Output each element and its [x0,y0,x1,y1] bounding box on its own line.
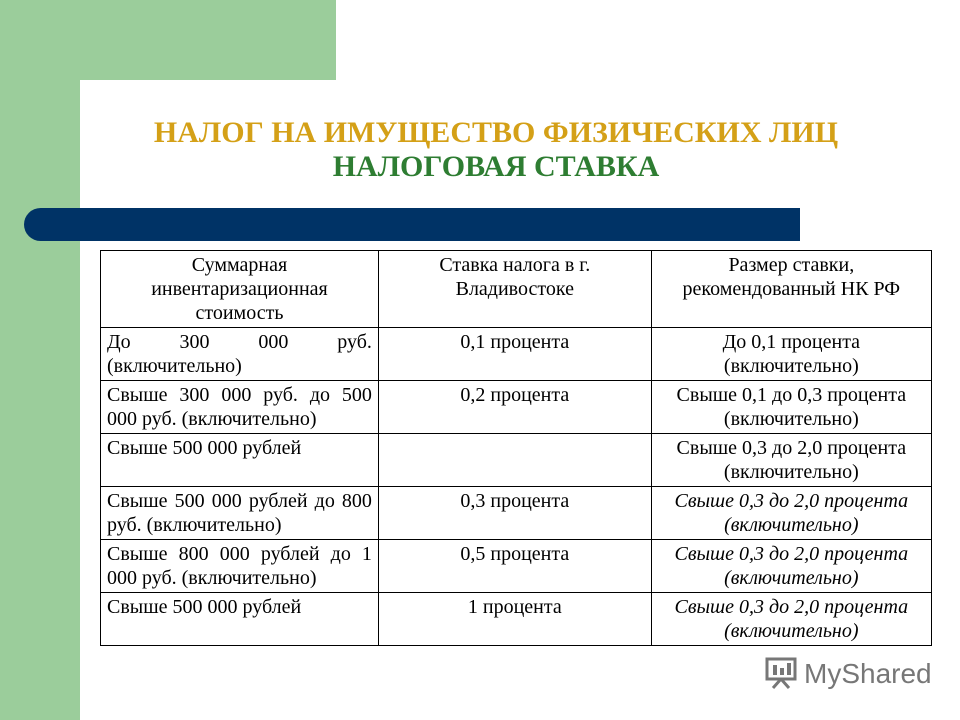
table-row [101,328,932,381]
table-row [101,593,932,646]
slide-title [104,116,888,184]
cell-recommended: Свыше 0,1 до 0,3 процента (включительно) [651,381,931,434]
title-line-1: НАЛОГ НА ИМУЩЕСТВО ФИЗИЧЕСКИХ ЛИЦ [153,116,839,149]
table-header-row [101,251,932,328]
cell-rate: 0,2 процента [378,381,651,434]
cell-recommended: До 0,1 процента (включительно) [651,328,931,381]
table-row [101,381,932,434]
cell-rate: 0,3 процента [378,487,651,540]
logo-text: MyShared [804,658,932,689]
table-row [101,487,932,540]
cell-value: Свыше 500 000 рублей до 800 руб. (включительно) [101,487,379,540]
cell-rate: 0,1 процента [378,328,651,381]
cell-value: До 300 000 руб. (включительно) [101,328,379,381]
cell-recommended: Свыше 0,3 до 2,0 процента (включительно) [651,540,931,593]
cell-value: Свыше 300 000 руб. до 500 000 руб. (включительно) [101,381,379,434]
header-cell: Суммарная инвентаризационная стоимость [101,251,379,328]
cell-recommended: Свыше 0,3 до 2,0 процента (включительно) [651,434,931,487]
cell-value: Свыше 500 000 рублей [101,434,379,487]
navy-divider-bar [24,208,800,241]
header-cell: Размер ставки, рекомендованный НК РФ [651,251,931,328]
table-row [101,434,932,487]
cell-rate: 1 процента [378,593,651,646]
table-row [101,540,932,593]
presentation-board-icon [764,655,800,694]
cell-recommended: Свыше 0,3 до 2,0 процента (включительно) [651,487,931,540]
myshared-logo [764,656,932,692]
header-cell: Ставка налога в г. Владивостоке [378,251,651,328]
tax-rate-table [100,250,932,646]
cell-rate [378,434,651,487]
cell-value: Свыше 500 000 рублей [101,593,379,646]
left-green-band [0,0,80,720]
title-line-2: НАЛОГОВАЯ СТАВКА [332,150,660,183]
cell-recommended: Свыше 0,3 до 2,0 процента (включительно) [651,593,931,646]
cell-value: Свыше 800 000 рублей до 1 000 руб. (включительно) [101,540,379,593]
top-green-block [80,0,336,80]
cell-rate: 0,5 процента [378,540,651,593]
